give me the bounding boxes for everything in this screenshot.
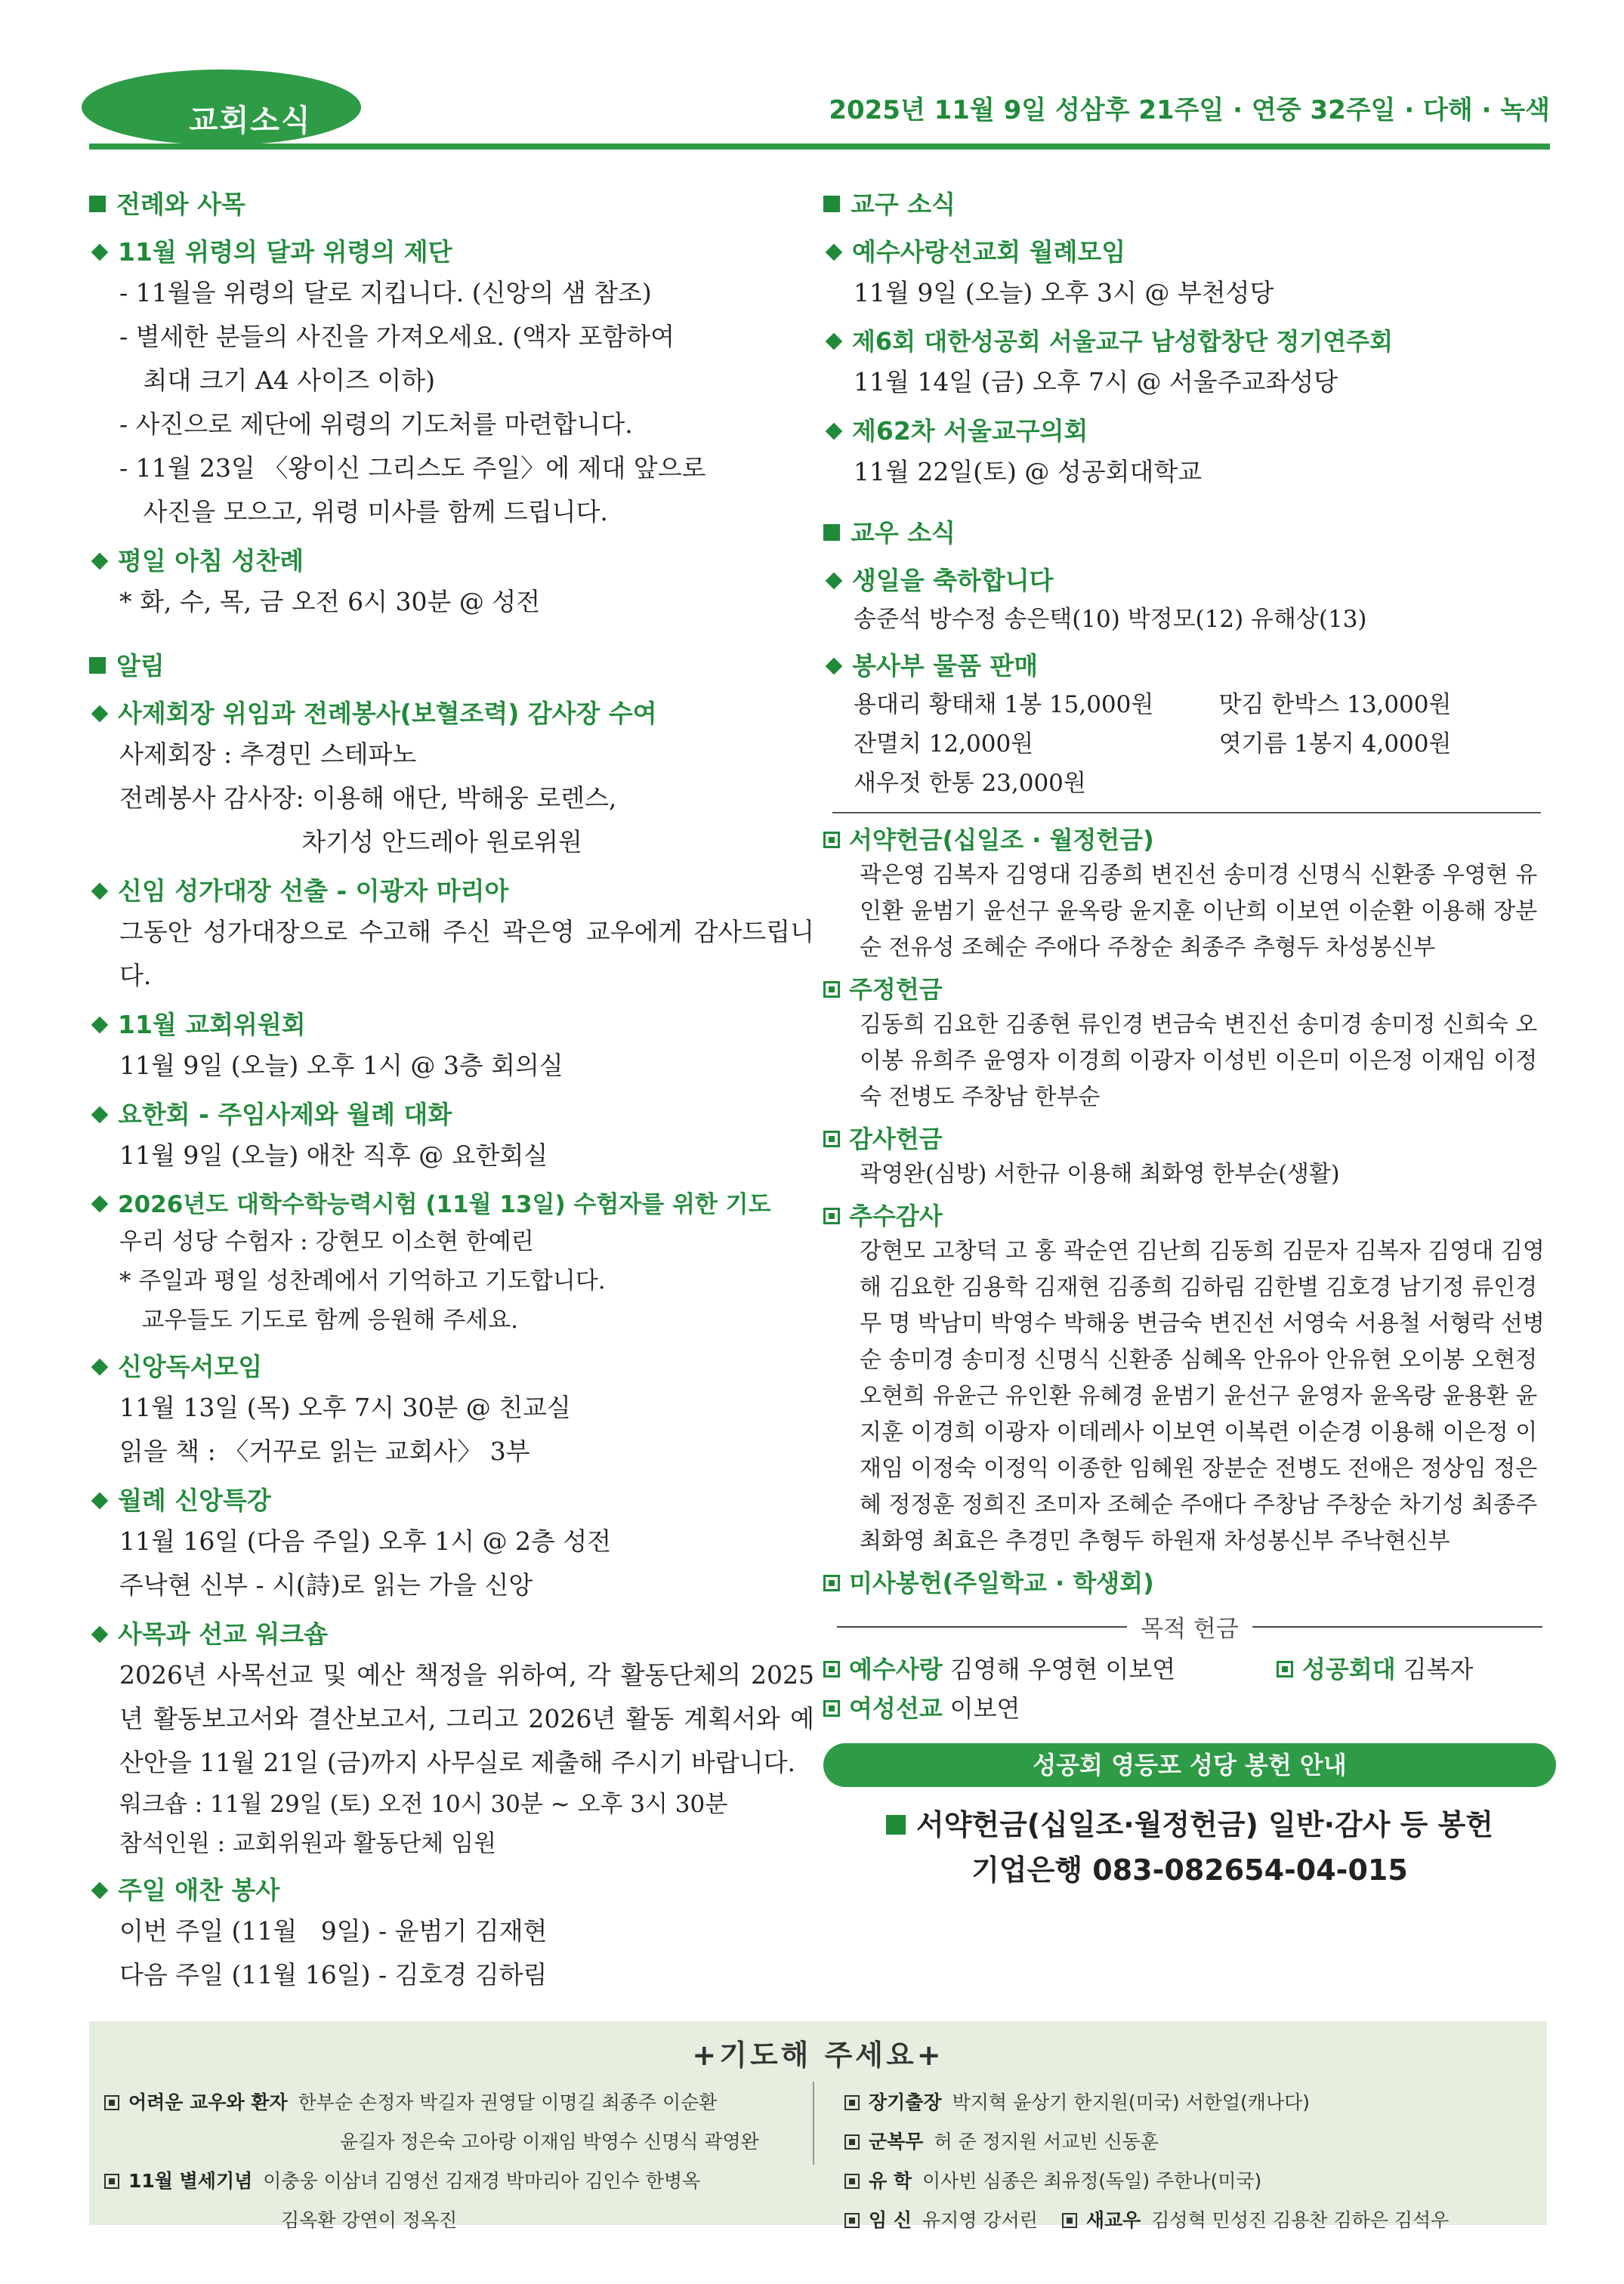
text-line: - 별세한 분들의 사진을 가져오세요. (액자 포함하여 — [119, 322, 675, 351]
section-diocese: 교구 소식 — [823, 185, 1556, 221]
text-line: 주낙현 신부 - 시(詩)로 읽는 가을 신앙 — [119, 1570, 533, 1600]
offering-names: 곽영완(심방) 서한규 이용해 최화영 한부순(생활) — [860, 1161, 1340, 1187]
text-line: * 주일과 평일 성찬례에서 기억하고 기도합니다. — [119, 1267, 606, 1295]
item-heading: 신앙독서모임 — [89, 1347, 814, 1383]
offering-account: 서약헌금(십일조·월정헌금) 일반·감사 등 봉헌 기업은행 083-082654-04-015 — [823, 1802, 1556, 1893]
section-notice: 알림 — [89, 647, 814, 682]
text-paragraph: 2026년 사목선교 및 예산 책정을 위하여, 각 활동단체의 2025년 활동보고서와 결산보고서, 그리고 2026년 활동 계획서와 예산안을 11월 21일 (금)까지 사무실로 제출해 주시기 바랍니다. — [119, 1660, 814, 1777]
offering-heading: 미사봉헌(주일학교 · 학생회) — [823, 1564, 1556, 1599]
text-line: 참석인원 : 교회위원과 활동단체 임원 — [119, 1830, 497, 1857]
purpose-offering-divider: 목적 헌금 — [823, 1610, 1556, 1644]
text-line: - 사진으로 제단에 위령의 기도처를 마련합니다. — [119, 409, 633, 439]
text-line: 송준석 방수정 송은택(10) 박정모(12) 유해상(13) — [854, 606, 1367, 633]
prayer-left: 어려운 교우와 환자 한부순 손정자 박길자 권영달 이명길 최종주 이순환 윤길자 정은숙 고아랑 이재임 박영수 신명식 곽영완 11월 별세기념 이충웅 이삼녀 김영선 김재경 박마리아 김인수 한병옥 김옥환 강연이 정옥진 — [104, 2083, 807, 2240]
sale-item: 용대리 황태채 1봉 15,000원 — [854, 691, 1154, 718]
offering-names: 김동희 김요한 김종현 류인경 변금숙 변진선 송미경 송미정 신희숙 오이봉 유희주 윤영자 이경희 이광자 이성빈 이은미 이은정 이재임 이정숙 전병도 주창남 한부순 — [860, 1011, 1538, 1110]
text-line: 교우들도 기도로 함께 응원해 주세요. — [119, 1307, 519, 1334]
prayer-box — [89, 2021, 1547, 2231]
text-line: 11월 9일 (오늘) 오후 1시 @ 3층 회의실 — [119, 1051, 563, 1080]
text-line: 다음 주일 (11월 16일) - 김호경 김하림 — [119, 1960, 548, 1989]
text-line: 차기성 안드레아 원로위원 — [119, 827, 582, 857]
text-line: 사제회장 : 추경민 스테파노 — [119, 739, 417, 769]
section-members: 교우 소식 — [823, 514, 1556, 549]
offering-heading: 주정헌금 — [823, 971, 1556, 1005]
item-heading: 주일 애찬 봉사 — [89, 1871, 814, 1906]
text-line: 읽을 책 : 〈거꾸로 읽는 교회사〉 3부 — [119, 1437, 530, 1466]
item-heading: 예수사랑선교회 월례모임 — [823, 233, 1556, 268]
text-line: 사진을 모으고, 위령 미사를 함께 드립니다. — [119, 497, 608, 526]
item-heading: 평일 아침 성찬례 — [89, 542, 814, 577]
item-heading: 제62차 서울교구의회 — [823, 412, 1556, 447]
sale-list — [823, 685, 1556, 803]
offering-guide-banner: 성공회 영등포 성당 봉헌 안내 — [823, 1743, 1556, 1787]
item-heading: 사목과 선교 워크숍 — [89, 1615, 814, 1650]
text-line: 11월 14일 (금) 오후 7시 @ 서울주교좌성당 — [854, 367, 1338, 397]
text-line: 11월 16일 (다음 주일) 오후 1시 @ 2층 성전 — [119, 1526, 612, 1556]
item-heading: 제6회 대한성공회 서울교구 남성합창단 정기연주회 — [823, 323, 1556, 357]
purpose-row: 예수사랑 김영해 우영현 이보연 성공회대 김복자 — [823, 1650, 1556, 1689]
offering-names: 곽은영 김복자 김영대 김종희 변진선 송미경 신명식 신환종 우영현 유인환 윤범기 윤선구 윤옥랑 윤지훈 이난희 이보연 이순환 이용해 장분순 전유성 조혜순 주애다 주창순 최종주 추형두 차성봉신부 — [860, 862, 1538, 961]
left-column — [89, 170, 814, 1997]
item-heading: 사제회장 위임과 전례봉사(보혈조력) 감사장 수여 — [89, 694, 814, 730]
page-title: 교회소식 — [189, 103, 312, 138]
sale-item: 새우젓 한통 23,000원 — [854, 770, 1086, 797]
purpose-row: 여성선교 이보연 — [823, 1689, 1556, 1728]
text-line: * 화, 수, 목, 금 오전 6시 30분 @ 성전 — [119, 587, 541, 616]
sale-item: 엿기름 1봉지 4,000원 — [1218, 730, 1452, 758]
item-heading: 11월 교회위원회 — [89, 1005, 814, 1041]
text-line: 최대 크기 A4 사이즈 이하) — [119, 366, 436, 395]
text-line: 11월 22일(토) @ 성공회대학교 — [854, 457, 1203, 486]
item-heading: 요한회 - 주임사제와 월례 대화 — [89, 1095, 814, 1131]
item-heading: 봉사부 물품 판매 — [823, 647, 1556, 682]
item-heading: 11월 위령의 달과 위령의 제단 — [89, 233, 814, 268]
divider — [813, 2082, 814, 2165]
item-heading: 월례 신앙특강 — [89, 1481, 814, 1517]
header-date: 2025년 11월 9일 성삼후 21주일 · 연중 32주일 · 다해 · 녹색 — [829, 95, 1550, 125]
offering-names: 강현모 고창덕 고 홍 곽순연 김난희 김동희 김문자 김복자 김영대 김영해 김요한 김용학 김재현 김종희 김하림 김한별 김호경 남기정 류인경 무 명 박남미 박영수 박해웅 변금숙 변진선 서영숙 서용철 서형락 선병순 송미경 송미정 신명식 신환종 심혜옥 안유아 안유현 오이봉 오현정 오현희 유윤근 유인환 유혜경 윤범기 윤선구 윤영자 윤옥랑 윤용환 윤지훈 이경희 이광자 이데레사 이보연 이복련 이순경 이용해 이은정 이재임 이정숙 이정익 이종한 임혜원 장분순 전병도 전애은 정상임 정은혜 정정훈 정희진 조미자 조혜순 주애다 주창남 주창순 차기성 최종주 최화영 최효은 추경민 추형두 하원재 차성봉신부 주낙현신부 — [860, 1238, 1545, 1554]
text-line: - 11월 23일 〈왕이신 그리스도 주일〉에 제대 앞으로 — [119, 453, 706, 483]
text-line: 워크숍 : 11월 29일 (토) 오전 10시 30분 ~ 오후 3시 30분 — [119, 1791, 728, 1818]
text-line: - 11월을 위령의 달로 지킵니다. (신앙의 샘 참조) — [119, 278, 652, 307]
sale-item: 맛김 한박스 13,000원 — [1218, 691, 1452, 718]
text-line: 이번 주일 (11월 9일) - 윤범기 김재현 — [119, 1916, 548, 1946]
item-heading: 2026년도 대학수학능력시험 (11월 13일) 수험자를 위한 기도 — [89, 1185, 814, 1219]
sale-item: 잔멸치 12,000원 — [854, 730, 1034, 758]
text-line: 전례봉사 감사장: 이용해 애단, 박해웅 로렌스, — [119, 783, 617, 813]
offering-heading: 추수감사 — [823, 1197, 1556, 1232]
header-rule — [89, 144, 1550, 150]
offering-heading: 감사헌금 — [823, 1120, 1556, 1155]
text-line: 11월 9일 (오늘) 애찬 직후 @ 요한회실 — [119, 1140, 548, 1170]
divider — [832, 812, 1541, 813]
text-line: 11월 13일 (목) 오후 7시 30분 @ 친교실 — [119, 1393, 571, 1422]
offering-heading: 서약헌금(십일조 · 월정헌금) — [823, 821, 1556, 856]
item-heading: 생일을 축하합니다 — [823, 561, 1556, 597]
text-line: 11월 9일 (오늘) 오후 3시 @ 부천성당 — [854, 278, 1274, 307]
section-liturgy: 전례와 사목 — [89, 185, 814, 221]
right-column — [823, 170, 1556, 1893]
prayer-right: 장기출장 박지혁 윤상기 한지원(미국) 서한얼(캐나다) 군복무 허 준 정지원 서교빈 신동훈 유 학 이사빈 심종은 최유정(독일) 주한나(미국) 임 신 유지영 강서린 새교우 김성혁 민성진 김용찬 김하은 김석우 — [844, 2083, 1547, 2240]
prayer-title: +기도해 주세요+ — [692, 2039, 944, 2072]
item-heading: 신임 성가대장 선출 - 이광자 마리아 — [89, 872, 814, 907]
text-line: 우리 성당 수험자 : 강현모 이소현 한예린 — [119, 1228, 534, 1255]
text-paragraph: 그동안 성가대장으로 수고해 주신 곽은영 교우에게 감사드립니다. — [119, 917, 814, 990]
